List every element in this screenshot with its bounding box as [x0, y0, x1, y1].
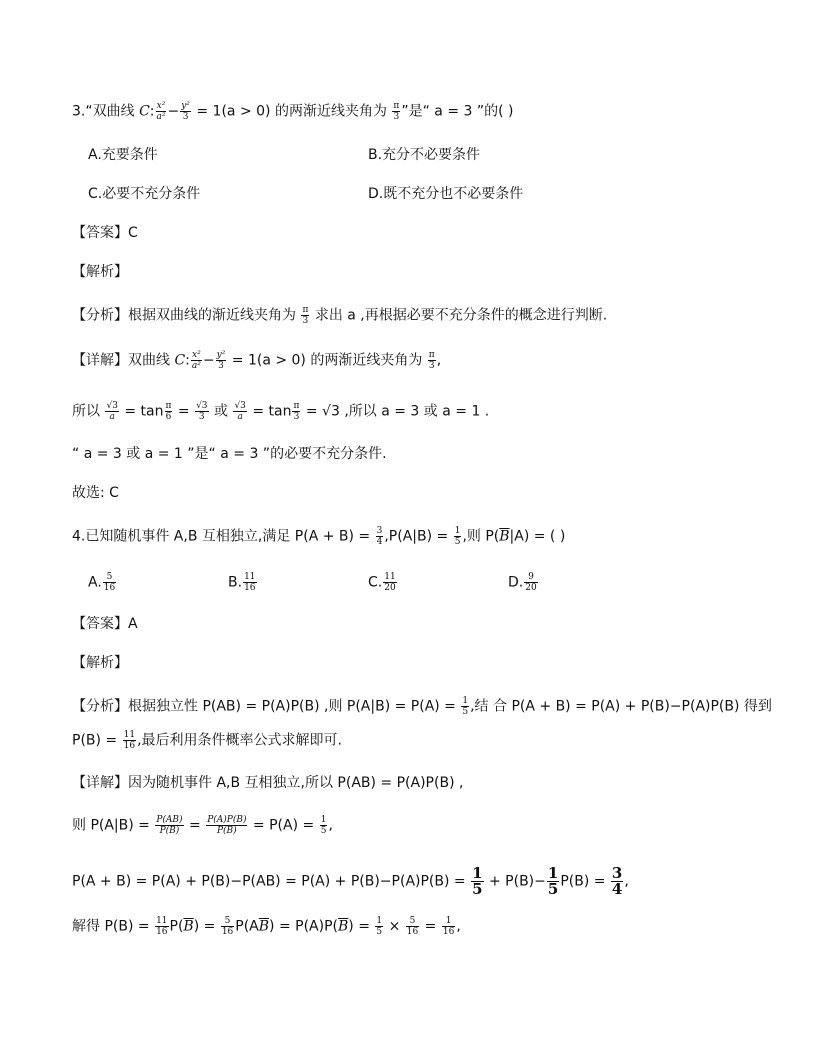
- q3-choice: 故选: C: [72, 485, 119, 501]
- q4-equation: P(A + B) = P(A) + P(B)−P(AB) = P(A) + P(B)−P(A)P(B) = $\frac{1}{5}$ + P(B)− $\frac{1}{5}$ P(B) = $\frac{3}{4}$ ,: [72, 864, 629, 898]
- q3-conclusion: “ a = 3 或 a = 1 ”是“ a = 3 ”的必要不充分条件.: [72, 446, 387, 462]
- q4-jiede: 解得 P(B) = $\frac{11}{16}$ $P(\overline{B})$ = $\frac{5}{16}$ $P(A\overline{B}) = P(A)P(\overline{B})$ = $\frac{1}{5}$ × $\frac{5}{16}$ = $\frac{1}{16}$ ,: [72, 916, 461, 937]
- q4-option-d: D. $\frac{9}{20}$: [508, 572, 537, 593]
- q3-option-b: B.充分不必要条件: [368, 147, 481, 163]
- q3-analysis-title: 【解析】: [72, 264, 128, 280]
- q3-answer: 【答案】C: [72, 225, 138, 241]
- q3-xiangjie: 【详解】双曲线 C: $\frac{\text{x²}}{\text{a²}}$ − $\frac{\text{y²}}{3}$ = 1(a > 0) 的两渐近线夹角为 $\frac{\pi}{3}$ ,: [72, 350, 442, 371]
- q4-answer: 【答案】A: [72, 616, 138, 632]
- q3-option-d: D.既不充分也不必要条件: [368, 186, 524, 202]
- q4-option-a: A. $\frac{5}{16}$: [88, 572, 116, 593]
- q4-option-c: C. $\frac{11}{20}$: [368, 572, 396, 593]
- q4-fenxi-line1: 【分析】根据独立性 P(AB) = P(A)P(B) ,则 P(A|B) = P(A) = $\frac{1}{5}$ ,结 合 P(A + B) = P(A) + P(B)−P(A)P(B) 得到: [72, 696, 772, 717]
- q4-analysis-title: 【解析】: [72, 655, 128, 671]
- fraction-x2-a2: $\frac{\text{x²}}{\text{a²}}$: [156, 101, 166, 122]
- q4-option-b: B. $\frac{11}{16}$: [228, 572, 256, 593]
- q3-option-c: C.必要不充分条件: [88, 186, 201, 202]
- q4-stem: 4.已知随机事件 A,B 互相独立,满足 P(A + B) = $\frac{3}{4}$ ,P(A|B) = $\frac{1}{5}$ ,则 $P(\overline{B}|A)$ = ( ): [72, 526, 566, 547]
- q4-xiangjie: 【详解】因为随机事件 A,B 互相独立,所以 P(AB) = P(A)P(B) ,: [72, 775, 464, 791]
- q3-fenxi: 【分析】根据双曲线的渐近线夹角为 $\frac{\pi}{3}$ 求出 a ,再根据必要不充分条件的概念进行判断.: [72, 305, 608, 326]
- q3-suoyi: 所以 $\frac{√3}{a}$ = tan $\frac{\pi}{6}$ = $\frac{√3}{3}$ 或 $\frac{√3}{a}$ = tan $\frac{\pi}{3}$ = √3 ,所以 a = 3 或 a = 1 .: [72, 401, 490, 422]
- q4-fenxi-line2: P(B) = $\frac{11}{16}$ ,最后利用条件概率公式求解即可.: [72, 730, 342, 751]
- q4-ze: 则 P(A|B) = $\frac{P(AB)}{P(B)}$ = $\frac{P(A)P(B)}{P(B)}$ = P(A) = $\frac{1}{5}$ ,: [72, 815, 333, 836]
- q3-stem: 3.“双曲线 C: $\frac{\text{x²}}{\text{a²}}$ − $\frac{\text{y²}}{3}$ = 1(a > 0) 的两渐近线夹角为 $\frac{\pi}{3}$ ”是“ a = 3 ”的( ): [72, 101, 514, 122]
- q3-option-a: A.充要条件: [88, 147, 158, 163]
